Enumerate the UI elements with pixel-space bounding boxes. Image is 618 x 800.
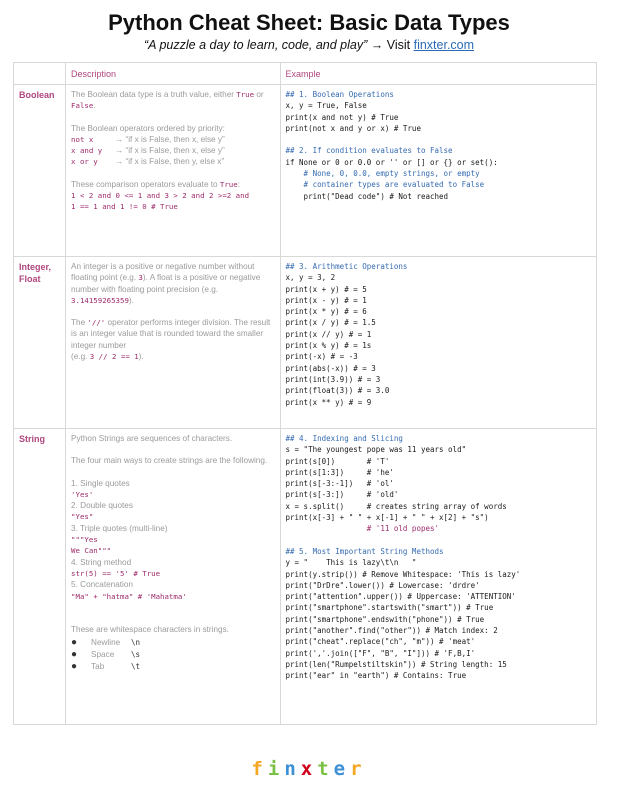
- type-cell-integer: [14, 257, 66, 429]
- description-cell-boolean: [66, 85, 280, 257]
- table-row-string: [14, 429, 597, 725]
- operator-or: x or y → “if x is False, then y, else x”: [71, 157, 225, 167]
- type-cell-boolean: [14, 85, 66, 257]
- boolean-code: ## 1. Boolean Operations x, y = True, False print(x and not y) # True print(not x and y or x) # True ## 2. If condition evaluates to False if None or 0 or 0.0 or '' or [] or {} or set(): # None, 0, 0.0, empty strings, or empty # container types are evaluated to False print("Dead code") # Not reached: [285, 90, 498, 201]
- true-keyword: True: [236, 90, 255, 99]
- subtitle-quote: “A puzzle a day to learn, code, and play”: [143, 38, 368, 52]
- comparison-true: True: [219, 179, 238, 189]
- cheat-sheet-table: [13, 62, 597, 725]
- whitespace-list: [71, 637, 274, 673]
- example-cell-boolean: [280, 85, 597, 257]
- false-keyword: False: [71, 101, 94, 111]
- page-subtitle: [0, 38, 618, 52]
- example-cell-string: [280, 429, 597, 725]
- table-row-integer-float: [14, 257, 597, 429]
- description-cell-integer: [66, 257, 280, 429]
- logo-letter: t: [317, 758, 334, 780]
- finxter-link[interactable]: finxter.com: [413, 38, 475, 52]
- header-example: Example: [280, 63, 597, 85]
- type-label-integer: Integer,: [19, 262, 52, 272]
- list-item: ● Newline \n: [71, 637, 141, 649]
- operator-and: x and y → “if x is False, then x, else y”: [71, 146, 225, 156]
- operator-not: not x → “if x is False, then x, else y”: [71, 134, 225, 144]
- header-description: Description: [66, 63, 280, 85]
- logo-letter: r: [350, 758, 367, 780]
- logo-letter: x: [300, 758, 318, 780]
- type-label-string: String: [19, 434, 45, 444]
- comparison-line-2: 1 == 1 and 1 != 0 # True: [71, 202, 178, 212]
- type-label-boolean: Boolean: [19, 90, 55, 100]
- logo-letter: f: [251, 758, 268, 780]
- logo-letter: e: [333, 758, 351, 780]
- integer-description: An integer is a positive or negative number without floating point (e.g. 3). A float is a positive or negative number with floating point precision (e.g. 3.14159265359). The '//' operator performs integer division. The result is an integer value that is rounded toward the smaller integer number (e.g. 3 // 2 == 1).: [71, 262, 271, 362]
- table-header-row: [14, 63, 597, 85]
- boolean-operators-desc: The Boolean operators ordered by priority:: [71, 123, 225, 133]
- comparison-line-1: 1 < 2 and 0 <= 1 and 3 > 2 and 2 >=2 and: [71, 191, 250, 201]
- list-item: ● Tab \t: [71, 661, 141, 673]
- example-cell-integer: [280, 257, 597, 429]
- page-title: Python Cheat Sheet: Basic Data Types: [108, 10, 510, 35]
- or-word: or: [254, 90, 264, 99]
- string-description: Python Strings are sequences of characters. The four main ways to create strings are the following. 1. Single quotes 'Yes' 2. Double quotes "Yes" 3. Triple quotes (multi-line) """Yes We Can""" 4. String method str(5) == '5' # True 5. Concatenation "Ma" + "hatma" # 'Mahatma' These are whitespace characters in strings. ● Newline \n ● Space \s ● Tab \t: [71, 433, 274, 673]
- comparison-desc: These comparison operators evaluate to: [71, 179, 220, 189]
- desc-end: .: [93, 101, 96, 111]
- subtitle-arrow: → Visit: [370, 38, 411, 52]
- description-cell-string: [66, 429, 280, 725]
- boolean-description: The Boolean data type is a truth value, either True or False. The Boolean operators ordered by priority: not x → “if x is False, then x, else y” x and y → “if x is False, then x, else y” x or y → “if x is False, then y, else x” These comparison operators evaluate to True: 1 < 2 and 0 <= 1 and 3 > 2 and 2 >=2 and 1 == 1 and 1 != 0 # True: [71, 89, 274, 213]
- boolean-desc-text: The Boolean data type is a truth value, either: [71, 90, 237, 99]
- type-cell-string: [14, 429, 66, 725]
- string-code: ## 4. Indexing and Slicing s = "The youngest pope was 11 years old" print(s[0]) # 'T' print(s[1:3]) # 'he' print(s[-3:-1]) # 'ol' print(s[-3:]) # 'old' x = s.split() # creates string array of words print(x[-3] + " " + x[-1] + " " + x[2] + "s") # '11 old popes' ## 5. Most Important String Methods y = " This is lazy\t\n " print(y.strip()) # Remove Whitespace: 'This is lazy' print("DrDre".lower()) # Lowercase: 'drdre' print("attention".upper()) # Uppercase: 'ATTENTION' print("smartphone".startswith("smart")) # True print("smartphone".endswith("phone")) # True print("another".find("other")) # Match index: 2 print("cheat".replace("ch", "m")) # 'meat' print(','.join(["F", "B", "I"])) # 'F,B,I' print(len("Rumpelstiltskin")) # String length: 15 print("ear" in "earth") # Contains: True: [285, 434, 521, 681]
- list-item: ● Space \s: [71, 649, 141, 661]
- logo-letter: n: [284, 758, 301, 780]
- type-label-float: Float: [19, 274, 41, 284]
- integer-code: ## 3. Arithmetic Operations x, y = 3, 2 print(x + y) # = 5 print(x - y) # = 1 print(x * y) # = 6 print(x / y) # = 1.5 print(x // y) # = 1 print(x % y) # = 1s print(-x) # = -3 print(abs(-x)) # = 3 print(int(3.9)) # = 3 print(float(3)) # = 3.0 print(x ** y) # = 9: [285, 262, 408, 407]
- logo-letter: i: [267, 758, 285, 780]
- table-row-boolean: [14, 85, 597, 257]
- finxter-logo: [0, 758, 618, 780]
- header-empty-cell: [14, 63, 66, 85]
